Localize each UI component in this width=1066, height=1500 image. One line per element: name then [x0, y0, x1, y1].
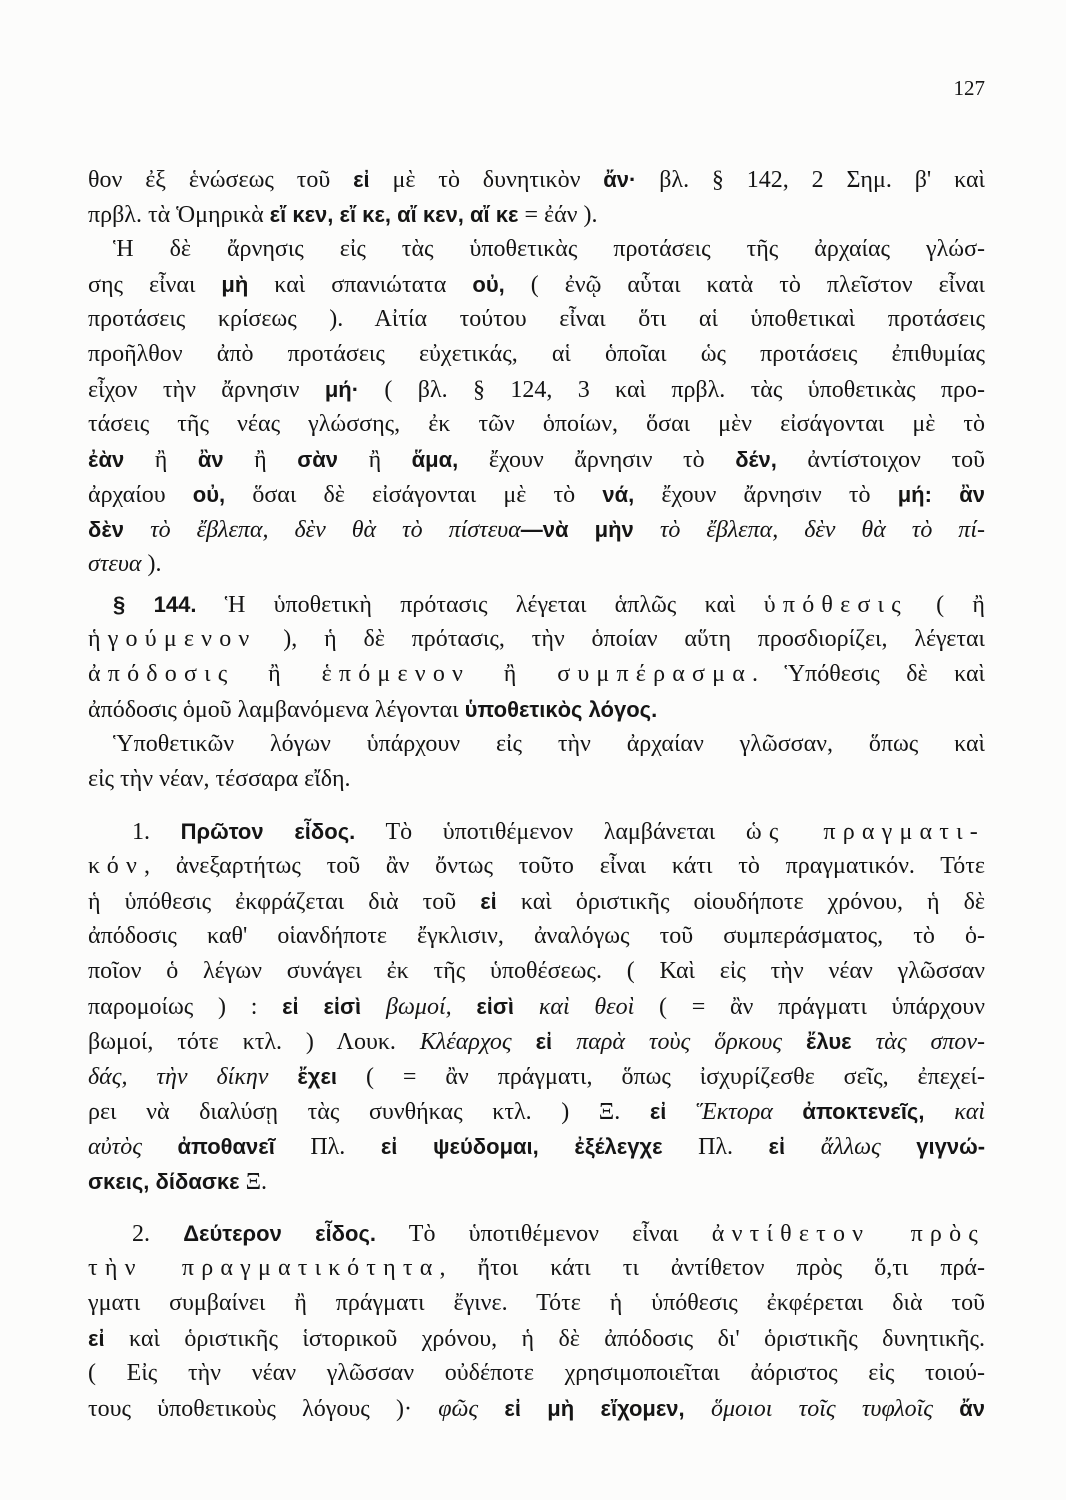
text-line — [88, 814, 985, 849]
text-run: ποῖον ὁ λέγων συνάγει ἐκ τῆς ὑποθέσεως. ( Καὶ εἰς τὴν νέαν γλῶσσαν — [88, 958, 985, 984]
text-line — [88, 727, 985, 762]
text-run: σης εἶναι — [88, 272, 222, 298]
text-line — [88, 849, 985, 884]
text-run: γματι συμβαίνει ἢ πράγματι ἔγινε. Τότε ἡ ὑπόθεσις ἐκφέρεται διὰ τοῦ — [88, 1290, 985, 1316]
bold-text: εἰ — [535, 1029, 577, 1054]
paragraph — [88, 232, 985, 582]
italic-text: καὶ θεοὶ — [538, 994, 635, 1020]
text-line — [88, 1059, 985, 1094]
text-line — [88, 1286, 985, 1321]
italic-text: βωμοί, — [386, 994, 477, 1020]
text-run: Τὸ ὑποτιθέμενον λαμβάνεται — [355, 819, 746, 845]
bold-text: σὰν — [297, 447, 339, 472]
text-line — [88, 197, 985, 232]
text-run: εἶχον τὴν ἄρνησιν — [88, 377, 325, 403]
text-run: ἢ — [223, 447, 298, 473]
text-run: ἢ — [124, 447, 198, 473]
text-line — [88, 442, 985, 477]
text-run: παρομοίως ) : — [88, 994, 283, 1020]
paragraph — [88, 1216, 985, 1426]
bold-text: εἰ — [88, 1326, 105, 1351]
spaced-text: ἀπόδοσις ἢ ἑπόμενον ἢ συμπέρασμα — [88, 661, 753, 687]
paragraph — [88, 727, 985, 797]
text-line — [88, 477, 985, 512]
spaced-text: ὡς πραγματι- — [745, 819, 985, 845]
text-run: 2. — [132, 1221, 184, 1247]
text-run: ( = ἂν πράγματι ὑπάρχουν — [634, 994, 986, 1020]
text-line — [88, 622, 985, 657]
text-run: πρβλ. τὰ Ὁμηρικὰ — [88, 202, 270, 228]
bold-text: ἔλυε — [805, 1029, 876, 1054]
italic-text: παρὰ τοὺς ὅρκους — [576, 1029, 806, 1055]
bold-text: ἐὰν — [88, 447, 125, 472]
paragraph — [88, 587, 985, 727]
text-line — [88, 919, 985, 954]
text-run: τους ὑποθετικοὺς λόγους )· — [88, 1396, 439, 1422]
text-run: ( Εἰς τὴν νέαν γλῶσσαν οὐδέποτε χρησιμοποιεῖται ἀόριστος εἰς τοιού- — [88, 1360, 985, 1386]
bold-text: μὴ — [221, 272, 249, 297]
italic-text: ὅμοιοι τοῖς τυφλοῖς — [711, 1396, 960, 1422]
paragraph — [88, 814, 985, 1199]
text-line — [88, 1129, 985, 1164]
text-line — [88, 1251, 985, 1286]
text-run: ἔχουν ἄρνησιν τὸ — [458, 447, 736, 473]
text-run: καὶ ὁριστικῆς ἱστορικοῦ χρόνου, ἡ δὲ ἀπόδοσις δι' ὁριστικῆς δυνητικῆς. — [104, 1326, 985, 1352]
text-run: εἰς τὴν νέαν, τέσσαρα εἴδη. — [88, 766, 351, 792]
text-run: ), ἡ δὲ πρότασις, τὴν ὁποίαν αὕτη προσδιορίζει, λέγεται — [256, 626, 985, 652]
text-run: ἀπόδοσις καθ' οἱανδήποτε ἔγκλισιν, ἀναλόγως τοῦ συμπεράσματος, τὸ ὁ- — [88, 923, 985, 949]
text-run: ἔχουν ἄρνησιν τὸ — [634, 482, 898, 508]
spaced-text: τὴν πραγματικότητα — [88, 1255, 440, 1281]
text-run: ἀπόδοσις ὁμοῦ λαμβανόμενα λέγονται — [88, 697, 465, 723]
text-run: ὅσαι δὲ εἰσάγονται μὲ τὸ — [225, 482, 603, 508]
bold-text: εἰ εἰσὶ — [282, 994, 386, 1019]
text-run: ). — [141, 551, 162, 577]
italic-text: τὰς σπον- — [875, 1029, 986, 1055]
italic-text: Ἕκτορα — [696, 1099, 803, 1125]
text-line — [88, 407, 985, 442]
spaced-text: κόν — [88, 853, 145, 879]
bold-text: Δεύτερον εἶδος. — [183, 1221, 377, 1246]
italic-text: αὐτὸς — [88, 1134, 178, 1160]
bold-text: ἔχει — [297, 1064, 338, 1089]
text-run: ρει νὰ διαλύσῃ τὰς συνθήκας κτλ. ) Ξ. — [88, 1099, 650, 1125]
italic-text: στευα — [88, 551, 142, 577]
text-line — [88, 232, 985, 267]
text-line — [88, 1391, 985, 1426]
text-run: ( βλ. § 124, 3 καὶ πρβλ. τὰς ὑποθετικὰς προ- — [359, 377, 985, 403]
bold-text: ἅμα, — [411, 447, 459, 472]
italic-text: δάς, τὴν δίκην — [88, 1064, 298, 1090]
text-run: ἢ — [338, 447, 412, 473]
bold-text: εἰ — [649, 1099, 697, 1124]
bold-text: οὐ, — [192, 482, 226, 507]
bold-text: εἰ — [768, 1134, 821, 1159]
text-line — [88, 1216, 985, 1251]
bold-text: ἀποκτενεῖς, — [802, 1099, 955, 1124]
text-run: ( ἢ — [907, 592, 985, 618]
text-run: Ξ. — [239, 1169, 268, 1195]
bold-text: ἄν — [959, 1396, 986, 1421]
page-number: 127 — [953, 76, 985, 100]
text-run: ἀρχαίου — [88, 482, 193, 508]
bold-text: γιγνώ- — [916, 1134, 986, 1159]
text-line — [88, 1094, 985, 1129]
italic-text: ἄλλως — [820, 1134, 917, 1160]
text-run: Ὑποθετικῶν λόγων ὑπάρχουν εἰς τὴν ἀρχαίαν γλῶσσαν, ὅπως καὶ — [113, 731, 985, 757]
bold-text: εἰ μὴ εἴχομεν, — [504, 1396, 711, 1421]
text-line — [88, 884, 985, 919]
bold-text: νά, — [602, 482, 635, 507]
text-run: ἡ ὑπόθεσις ἐκφράζεται διὰ τοῦ — [88, 889, 481, 915]
text-line — [88, 302, 985, 337]
bold-text: εἴ κεν, εἴ κε, αἴ κεν, αἴ κε — [269, 202, 519, 227]
text-line — [88, 337, 985, 372]
text-run: μὲ τὸ δυνητικὸν — [369, 167, 604, 193]
bold-text: ἂν — [197, 447, 224, 472]
text-line — [88, 267, 985, 302]
text-run: τάσεις τῆς νέας γλώσσης, ἐκ τῶν ὁποίων, ὅσαι μὲν εἰσάγονται μὲ τὸ — [88, 411, 985, 437]
bold-text: ὑποθετικὸς λόγος. — [464, 697, 658, 722]
text-run: θον ἐξ ἑνώσεως τοῦ — [88, 167, 354, 193]
spaced-text: ἡγούμενον — [88, 626, 257, 652]
bold-text: ἀποθανεῖ — [177, 1134, 275, 1159]
paragraph — [88, 162, 985, 232]
bold-text: δέν, — [735, 447, 777, 472]
text-run: . Ὑπόθεσις δὲ καὶ — [752, 661, 985, 687]
spaced-text: ἀντίθετον πρὸς — [711, 1221, 985, 1247]
text-line — [88, 692, 985, 727]
text-run: Ἡ δὲ ἄρνησις εἰς τὰς ὑποθετικὰς προτάσεις τῆς ἀρχαίας γλώσ- — [113, 236, 985, 262]
text-run: βωμοί, τότε κτλ. ) Λουκ. — [88, 1029, 420, 1055]
bold-text: § 144. — [113, 592, 197, 617]
text-line — [88, 1321, 985, 1356]
bold-text: δὲν — [88, 517, 151, 542]
text-run: Πλ. — [662, 1134, 769, 1160]
text-line — [88, 989, 985, 1024]
text-line — [88, 512, 985, 547]
text-run: βλ. § 142, 2 Σημ. β' καὶ — [636, 167, 985, 193]
italic-text: καὶ — [954, 1099, 985, 1125]
text-run: προτάσεις κρίσεως ). Αἰτία τούτου εἶναι ὅτι αἱ ὑποθετικαὶ προτάσεις — [88, 306, 985, 332]
bold-text: —νὰ μὴν — [520, 517, 660, 542]
text-run: Τὸ ὑποτιθέμενον εἶναι — [376, 1221, 712, 1247]
text-run: ( ἐνῷ αὗται κατὰ τὸ πλεῖστον εἶναι — [504, 272, 985, 298]
text-run: καὶ ὁριστικῆς οἱουδήποτε χρόνου, ἡ δὲ — [496, 889, 986, 915]
bold-text: ἄν· — [603, 167, 637, 192]
italic-text: τὸ ἔβλεπα, δὲν θὰ τὸ πίστευα — [150, 517, 521, 543]
text-run: ( = ἂν πράγματι, ὅπως ἰσχυρίζεσθε σεῖς, ἐπεχεί- — [337, 1064, 985, 1090]
text-run: καὶ σπανιώτατα — [248, 272, 473, 298]
text-line — [88, 657, 985, 692]
text-line — [88, 547, 985, 582]
text-line — [88, 954, 985, 989]
text-line — [88, 1024, 985, 1059]
bold-text: οὐ, — [472, 272, 505, 297]
text-run: 1. — [132, 819, 181, 845]
text-run: Ἡ ὑποθετικὴ πρότασις λέγεται ἁπλῶς καὶ — [196, 592, 764, 618]
text-run: ἀντίστοιχον τοῦ — [776, 447, 985, 473]
text-run: προῆλθον ἀπὸ προτάσεις εὐχετικάς, αἱ ὁποῖαι ὡς προτάσεις ἐπιθυμίας — [88, 341, 985, 367]
text-run: , ἤτοι κάτι τι ἀντίθετον πρὸς ὅ,τι πρά- — [439, 1255, 985, 1281]
text-run: , ἀνεξαρτήτως τοῦ ἂν ὄντως τοῦτο εἶναι κάτι τὸ πραγματικόν. Τότε — [144, 853, 985, 879]
bold-text: εἰσὶ — [476, 994, 539, 1019]
text-line — [88, 587, 985, 622]
text-line — [88, 162, 985, 197]
italic-text: τὸ ἔβλεπα, δὲν θὰ τὸ πί- — [659, 517, 985, 543]
spaced-text: ὑπόθεσις — [763, 592, 908, 618]
bold-text: Πρῶτον εἶδος. — [180, 819, 356, 844]
text-run: = ἐάν ). — [518, 202, 598, 228]
text-run: Πλ. — [274, 1134, 381, 1160]
page-body — [88, 162, 985, 1426]
italic-text: Κλέαρχος — [419, 1029, 536, 1055]
bold-text: εἰ ψεύδομαι, ἐξέλεγχε — [380, 1134, 663, 1159]
bold-text: μή: ἂν — [897, 482, 985, 507]
text-line — [88, 372, 985, 407]
text-line — [88, 1164, 985, 1199]
bold-text: εἰ — [353, 167, 370, 192]
bold-text: μή· — [324, 377, 360, 402]
bold-text: σκεις, δίδασκε — [88, 1169, 240, 1194]
bold-text: εἰ — [480, 889, 497, 914]
text-line — [88, 762, 985, 797]
text-line — [88, 1356, 985, 1391]
italic-text: φῶς — [438, 1396, 505, 1422]
